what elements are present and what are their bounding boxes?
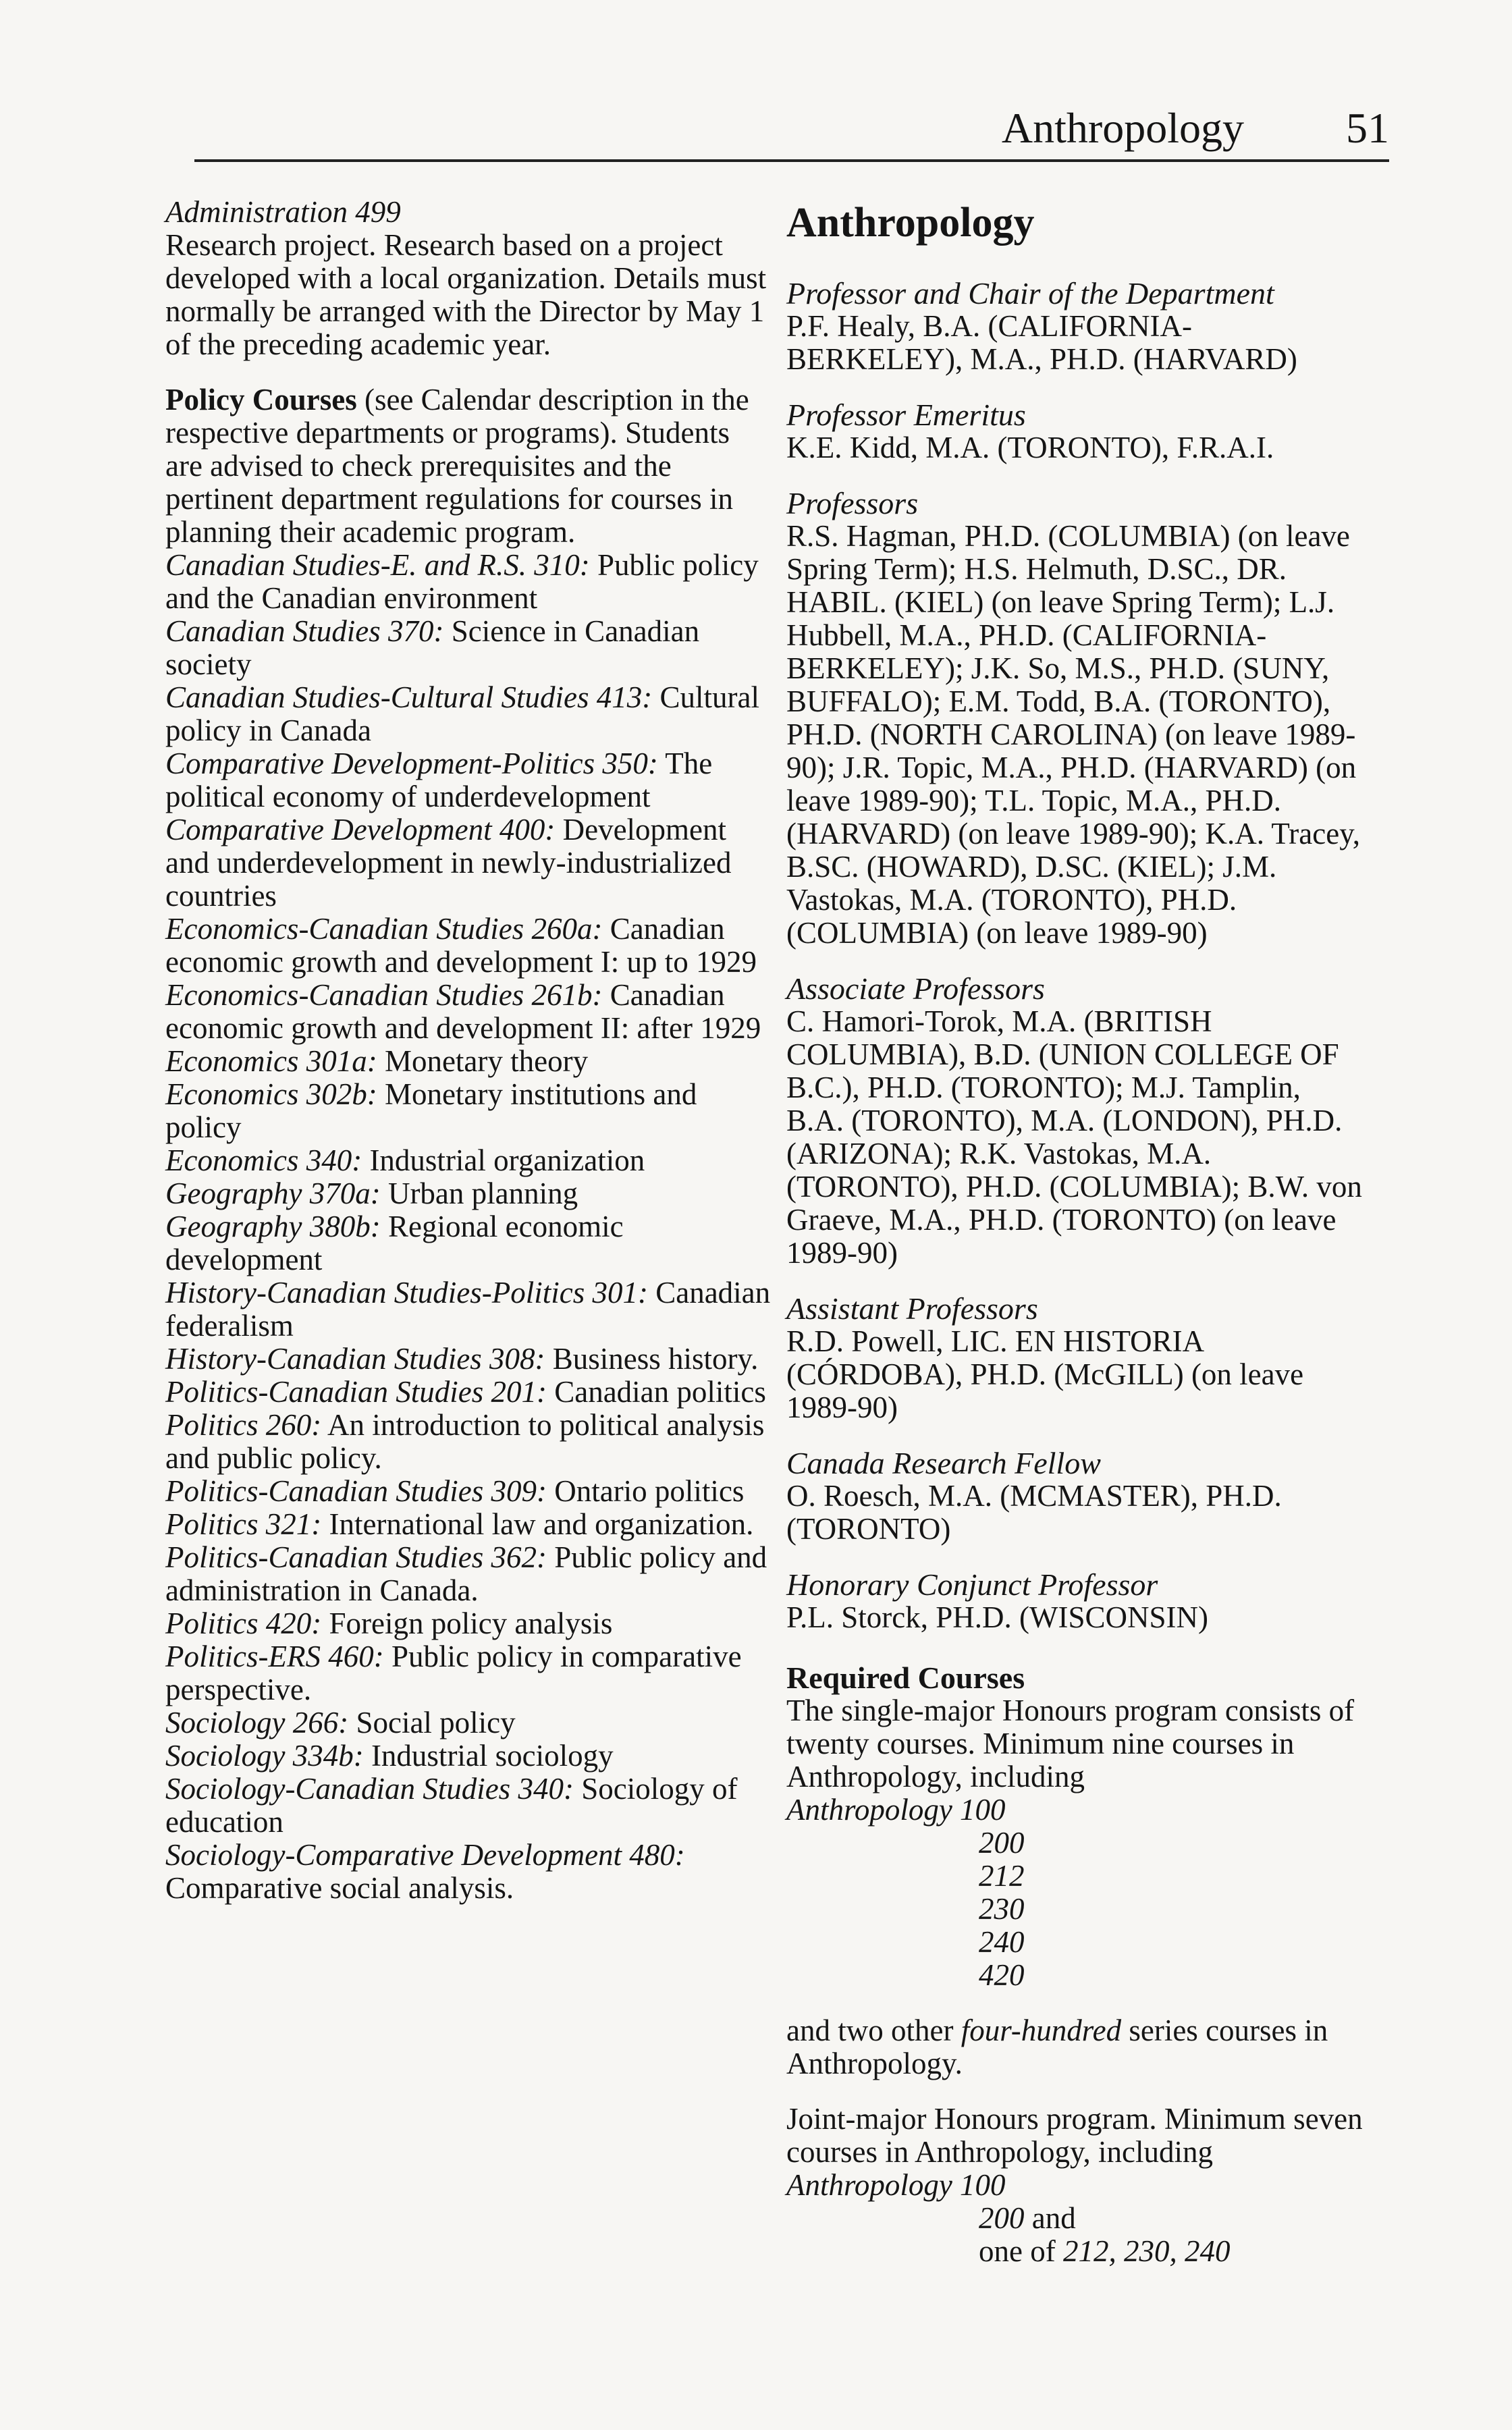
list-item	[165, 1739, 773, 1773]
additional-pre: and two other	[786, 2014, 961, 2047]
list-item	[165, 1276, 773, 1343]
course-code: Politics-Canadian Studies 201:	[165, 1375, 547, 1409]
faculty-role: Professor and Chair of the Department	[786, 276, 1274, 310]
faculty-names: C. Hamori-Torok, M.A. (BRITISH COLUMBIA), B.D. (UNION COLLEGE OF B.C.), PH.D. (TORONTO); M.J. Tamplin, B.A. (TORONTO), M.A. (LONDON), PH.D. (ARIZONA); R.K. Vastokas, M.A. (TORONTO), PH.D. (COLUMBIA); B.W. von Graeve, M.A., PH.D. (TORONTO) (on leave 1989-90)	[786, 1004, 1362, 1270]
single-major-first-course: Anthropology 100	[786, 1793, 1006, 1827]
faculty-role: Professors	[786, 486, 919, 520]
course-code: Politics-ERS 460:	[165, 1640, 384, 1673]
course-desc: Canadian federalism	[165, 1276, 771, 1343]
course-desc: Canadian economic growth and development II: after 1929	[165, 978, 761, 1045]
course-code: Sociology-Comparative Development 480:	[165, 1838, 685, 1872]
course-desc: Regional economic development	[165, 1210, 624, 1276]
list-item	[165, 1773, 773, 1839]
additional-series: four-hundred	[961, 2014, 1122, 2047]
faculty-names: P.F. Healy, B.A. (CALIFORNIA-BERKELEY), M.A., PH.D. (HARVARD)	[786, 309, 1297, 376]
joint-course-number: 200	[979, 2201, 1025, 2235]
course-desc: Development and underdevelopment in newly-industrialized countries	[165, 813, 732, 913]
list-item	[165, 1144, 773, 1177]
course-code: Canadian Studies-Cultural Studies 413:	[165, 680, 653, 714]
faculty-entry	[786, 277, 1364, 376]
faculty-names: O. Roesch, M.A. (MCMASTER), PH.D. (TORONTO)	[786, 1479, 1282, 1546]
course-code: Canadian Studies-E. and R.S. 310:	[165, 548, 590, 582]
list-item	[165, 1607, 773, 1640]
faculty-entry	[786, 398, 1364, 464]
joint-major-line-3	[786, 2235, 1364, 2268]
faculty-role: Canada Research Fellow	[786, 1446, 1101, 1480]
admin-course-description: Research project. Research based on a project developed with a local organization. Details must normally be arranged with the Director by May 1 of the preceding academic year.	[165, 228, 767, 361]
course-desc: Industrial organization	[362, 1143, 645, 1177]
list-item: 212	[979, 1859, 1025, 1893]
course-desc: Social policy	[348, 1706, 516, 1739]
course-desc: The political economy of underdevelopment	[165, 747, 713, 813]
header-rule	[194, 159, 1389, 162]
course-code: Comparative Development-Politics 350:	[165, 747, 658, 780]
course-desc: Science in Canadian society	[165, 614, 700, 681]
faculty-names: K.E. Kidd, M.A. (TORONTO), F.R.A.I.	[786, 431, 1274, 464]
single-major-text: The single-major Honours program consists of twenty courses. Minimum nine courses in Anthropology, including	[786, 1694, 1355, 1793]
course-desc: Foreign policy analysis	[321, 1606, 613, 1640]
faculty-entry	[786, 487, 1364, 950]
list-item: 240	[979, 1925, 1025, 1959]
policy-courses-intro	[165, 383, 773, 549]
course-code: Politics 420:	[165, 1606, 322, 1640]
course-code: Sociology 334b:	[165, 1739, 364, 1773]
page-header	[194, 101, 1389, 162]
faculty-role: Associate Professors	[786, 971, 1045, 1006]
left-column	[165, 196, 773, 1905]
course-desc: Monetary institutions and policy	[165, 1077, 697, 1144]
right-column	[786, 196, 1364, 2268]
policy-course-list	[165, 549, 773, 1905]
list-item	[165, 747, 773, 813]
course-code: Canadian Studies 370:	[165, 614, 444, 648]
admin-course-title: Administration 499	[165, 195, 401, 229]
course-code: Economics 302b:	[165, 1077, 377, 1111]
course-code: History-Canadian Studies 308:	[165, 1342, 545, 1376]
list-item	[165, 1210, 773, 1276]
list-item	[165, 1475, 773, 1508]
course-code: Politics 321:	[165, 1507, 322, 1541]
course-code: Geography 370a:	[165, 1177, 381, 1210]
policy-courses-heading: Policy Courses	[165, 383, 357, 416]
list-item	[165, 1640, 773, 1706]
list-item	[165, 1343, 773, 1376]
list-item	[165, 979, 773, 1045]
course-desc: Monetary theory	[377, 1044, 589, 1078]
list-item	[165, 1409, 773, 1475]
page-number: 51	[1346, 104, 1389, 152]
course-code: Politics 260:	[165, 1408, 322, 1442]
required-courses-heading: Required Courses	[786, 1660, 1025, 1695]
faculty-entry	[786, 1568, 1364, 1634]
course-desc: Canadian politics	[546, 1375, 766, 1409]
course-code: Economics 301a:	[165, 1044, 377, 1078]
course-code: Sociology 266:	[165, 1706, 349, 1739]
course-code: Comparative Development 400:	[165, 813, 556, 846]
course-desc: Cultural policy in Canada	[165, 680, 759, 747]
list-item	[165, 1045, 773, 1078]
course-desc: An introduction to political analysis and public policy.	[165, 1408, 765, 1475]
course-desc: Public policy and administration in Canada.	[165, 1540, 767, 1607]
faculty-entry	[786, 1447, 1364, 1546]
list-item	[165, 615, 773, 681]
faculty-role: Honorary Conjunct Professor	[786, 1567, 1158, 1602]
list-item	[165, 1706, 773, 1739]
course-code: Sociology-Canadian Studies 340:	[165, 1772, 574, 1806]
course-desc: Sociology of education	[165, 1772, 738, 1839]
faculty-entry	[786, 1292, 1364, 1424]
course-desc: Ontario politics	[546, 1474, 745, 1508]
course-desc: Public policy and the Canadian environment	[165, 548, 759, 615]
joint-one-of: one of	[979, 2234, 1063, 2268]
list-item	[165, 1376, 773, 1409]
faculty-names: P.L. Storck, PH.D. (WISCONSIN)	[786, 1600, 1209, 1634]
course-code: Economics 340:	[165, 1143, 362, 1177]
list-item	[165, 1839, 773, 1905]
faculty-names: R.D. Powell, LIC. EN HISTORIA (CÓRDOBA), PH.D. (McGILL) (on leave 1989-90)	[786, 1324, 1304, 1424]
course-code: Politics-Canadian Studies 309:	[165, 1474, 547, 1508]
list-item	[165, 913, 773, 979]
course-code: History-Canadian Studies-Politics 301:	[165, 1276, 648, 1310]
course-desc: Urban planning	[380, 1177, 578, 1210]
course-desc: Industrial sociology	[363, 1739, 614, 1773]
list-item	[165, 1078, 773, 1144]
course-desc: Canadian economic growth and development I: up to 1929	[165, 912, 757, 979]
list-item	[165, 681, 773, 747]
list-item	[165, 813, 773, 913]
list-item	[165, 1177, 773, 1210]
faculty-role: Professor Emeritus	[786, 398, 1026, 432]
policy-courses-text: (see Calendar description in the respective departments or programs). Students are advised to check prerequisites and the pertinent department regulations for courses in planning their academic program.	[165, 383, 749, 549]
course-desc: Public policy in comparative perspective.	[165, 1640, 742, 1706]
list-item	[165, 549, 773, 615]
faculty-entry	[786, 972, 1364, 1270]
running-head: Anthropology	[1001, 104, 1244, 152]
course-desc: International law and organization.	[321, 1507, 754, 1541]
joint-options: 212, 230, 240	[1062, 2234, 1231, 2268]
joint-and: and	[1024, 2201, 1076, 2235]
joint-major-first-course: Anthropology 100	[786, 2168, 1006, 2202]
course-code: Politics-Canadian Studies 362:	[165, 1540, 547, 1574]
faculty-role: Assistant Professors	[786, 1291, 1038, 1326]
faculty-names: R.S. Hagman, PH.D. (COLUMBIA) (on leave Spring Term); H.S. Helmuth, D.SC., DR. HABIL. (KIEL) (on leave Spring Term); L.J. Hubbell, M.A., PH.D. (CALIFORNIA-BERKELEY); J.K. So, M.S., PH.D. (SUNY, BUFFALO); E.M. Todd, B.A. (TORONTO), PH.D. (NORTH CAROLINA) (on leave 1989-90); J.R. Topic, M.A., PH.D. (HARVARD) (on leave 1989-90); T.L. Topic, M.A., PH.D. (HARVARD) (on leave 1989-90); K.A. Tracey, B.SC. (HOWARD), D.SC. (KIEL); J.M. Vastokas, M.A. (TORONTO), PH.D. (COLUMBIA) (on leave 1989-90)	[786, 519, 1361, 950]
list-item	[165, 1508, 773, 1541]
single-major-additional	[786, 2014, 1364, 2080]
list-item: 200	[979, 1826, 1025, 1860]
course-code: Economics-Canadian Studies 261b:	[165, 978, 603, 1012]
additional-post: series courses in Anthropology.	[786, 2014, 1328, 2080]
list-item: 420	[979, 1958, 1025, 1992]
course-code: Economics-Canadian Studies 260a:	[165, 912, 603, 946]
joint-major-line-2	[786, 2202, 1364, 2235]
course-desc: Comparative social analysis.	[165, 1871, 514, 1905]
list-item: 230	[979, 1892, 1025, 1926]
list-item	[165, 1541, 773, 1607]
course-code: Geography 380b:	[165, 1210, 381, 1243]
section-heading: Anthropology	[786, 200, 1035, 246]
course-desc: Business history.	[545, 1342, 759, 1376]
joint-major-text: Joint-major Honours program. Minimum seven courses in Anthropology, including	[786, 2102, 1363, 2169]
